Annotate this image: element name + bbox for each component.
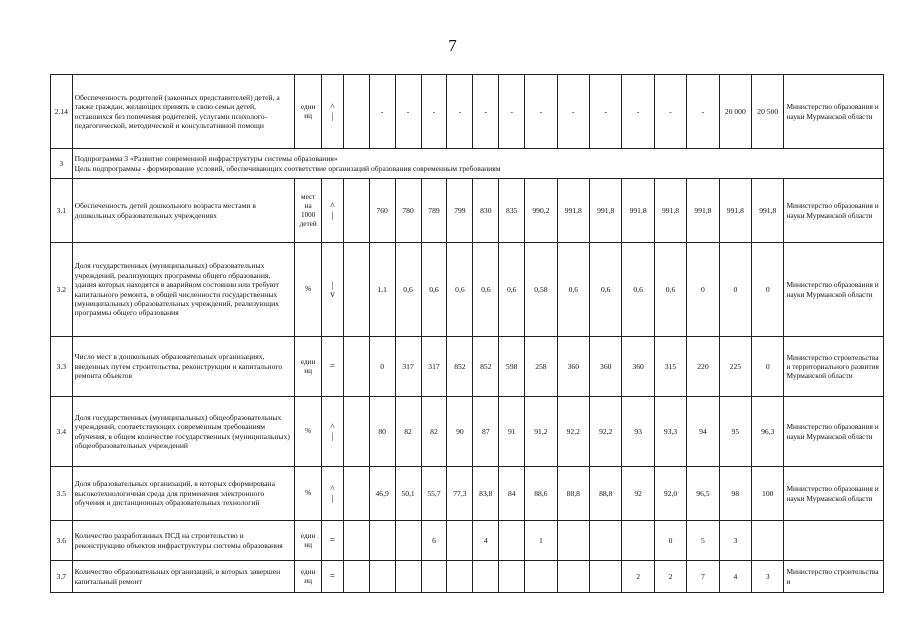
trend-icon <box>322 521 344 561</box>
trend-glyph: = <box>329 571 335 581</box>
value-cell <box>343 467 369 521</box>
value-cell: 50,1 <box>395 467 421 521</box>
value-cell <box>343 337 369 397</box>
indicator-name: Доля государственных (муниципальных) образовательных учреждений, реализующих программы общего образования, здания которых находятся в аварийном состоянии или требуют капитального ремонта, в общей численности государственных (муниципальных) образовательных учреждений, реализующих программы общего образования <box>72 243 295 337</box>
value-cell <box>343 75 369 149</box>
value-cell: 92 <box>622 467 654 521</box>
value-cell: 2 <box>622 561 654 593</box>
value-cell: 7 <box>687 561 719 593</box>
value-cell: 0,6 <box>421 243 447 337</box>
value-cell: 83,8 <box>473 467 499 521</box>
value-cell: 799 <box>447 179 473 243</box>
value-cell: 1,1 <box>369 243 395 337</box>
value-cell: 82 <box>421 397 447 467</box>
value-cell: 991,8 <box>590 179 622 243</box>
value-cell: 852 <box>473 337 499 397</box>
row-number: 2.14 <box>51 75 73 149</box>
value-cell: 4 <box>719 561 751 593</box>
value-cell: 780 <box>395 179 421 243</box>
value-cell: - <box>590 75 622 149</box>
table-row <box>51 243 884 337</box>
indicator-name: Число мест в дошкольных образовательных организациях, введенных путем строительства, реконструкции и капитального ремонта объектов <box>72 337 295 397</box>
value-cell: 0 <box>752 337 784 397</box>
value-cell: 84 <box>499 467 525 521</box>
indicator-name: Количество образовательных организаций, в которых завершен капитальный ремонт <box>72 561 295 593</box>
subprogram-title: Подпрограмма 3 «Развитие современной инфраструктуры системы образования» <box>74 154 338 164</box>
value-cell <box>421 561 447 593</box>
section-header-row <box>51 149 884 179</box>
value-cell: - <box>473 75 499 149</box>
trend-icon <box>322 243 344 337</box>
value-cell <box>499 521 525 561</box>
trend-glyph: | v <box>330 279 335 299</box>
value-cell: 91,2 <box>525 397 557 467</box>
value-cell: 0,58 <box>525 243 557 337</box>
responsible-ministry: Министерство образования и науки Мурманской области <box>784 467 884 521</box>
value-cell: 0,6 <box>590 243 622 337</box>
value-cell <box>343 243 369 337</box>
value-cell: 90 <box>447 397 473 467</box>
value-cell: 0 <box>369 337 395 397</box>
value-cell <box>343 179 369 243</box>
value-cell: 4 <box>473 521 499 561</box>
value-cell: 20 000 <box>719 75 751 149</box>
value-cell <box>557 561 589 593</box>
value-cell: 55,7 <box>421 467 447 521</box>
value-cell <box>395 521 421 561</box>
value-cell: 2 <box>654 561 686 593</box>
responsible-ministry: Министерство образования и науки Мурманской области <box>784 179 884 243</box>
value-cell: 991,8 <box>622 179 654 243</box>
value-cell: 225 <box>719 337 751 397</box>
value-cell: 991,8 <box>687 179 719 243</box>
value-cell: 82 <box>395 397 421 467</box>
value-cell: - <box>687 75 719 149</box>
indicator-name: Количество разработанных ПСД на строительство и реконструкцию объектов инфраструктуры системы образования <box>72 521 295 561</box>
value-cell: 789 <box>421 179 447 243</box>
table-row <box>51 75 884 149</box>
value-cell: 96,3 <box>752 397 784 467</box>
value-cell: 92,2 <box>590 397 622 467</box>
value-cell: 0,6 <box>499 243 525 337</box>
indicator-name: Обеспеченность родителей (законных представителей) детей, а также граждан, желающих принять в свою семьи детей, оставшихся без попечения родителей, услугами психолого-педагогической, методической и консультативной помощи <box>72 75 295 149</box>
value-cell: 0,6 <box>654 243 686 337</box>
value-cell: 990,2 <box>525 179 557 243</box>
value-cell: 91 <box>499 397 525 467</box>
value-cell: 258 <box>525 337 557 397</box>
value-cell: 835 <box>499 179 525 243</box>
value-cell: 3 <box>752 561 784 593</box>
row-number: 3.5 <box>51 467 73 521</box>
value-cell: 94 <box>687 397 719 467</box>
row-number: 3.4 <box>51 397 73 467</box>
value-cell: 92,2 <box>557 397 589 467</box>
value-cell: 6 <box>421 521 447 561</box>
responsible-ministry: Министерство строительства и территориального развития Мурманской области <box>784 337 884 397</box>
page-number: 7 <box>448 36 457 55</box>
value-cell: 95 <box>719 397 751 467</box>
indicator-name: Доля государственных (муниципальных) общеобразовательных учреждений, соответствующих современным требованиям обучения, в общем количестве государственных (муниципальных) общеобразовательных учреждений <box>72 397 295 467</box>
value-cell: 98 <box>719 467 751 521</box>
responsible-ministry <box>784 521 884 561</box>
value-cell: 598 <box>499 337 525 397</box>
value-cell: 0,6 <box>622 243 654 337</box>
table-row <box>51 561 884 593</box>
value-cell: 991,8 <box>752 179 784 243</box>
indicator-name: Обеспеченность детей дошкольного возраста местами в дошкольных образовательных учреждениях <box>72 179 295 243</box>
value-cell: 360 <box>557 337 589 397</box>
section-title-cell <box>72 149 883 179</box>
trend-icon <box>322 467 344 521</box>
value-cell: 88,8 <box>590 467 622 521</box>
unit: % <box>295 467 322 521</box>
value-cell <box>395 561 421 593</box>
table-row <box>51 467 884 521</box>
value-cell: 991,8 <box>719 179 751 243</box>
value-cell: 93,3 <box>654 397 686 467</box>
value-cell: 760 <box>369 179 395 243</box>
value-cell: 0,6 <box>557 243 589 337</box>
value-cell <box>499 561 525 593</box>
table-row <box>51 337 884 397</box>
table-row <box>51 521 884 561</box>
trend-glyph: = <box>329 361 335 371</box>
value-cell <box>447 561 473 593</box>
value-cell: - <box>395 75 421 149</box>
unit: един иц <box>295 561 322 593</box>
value-cell <box>369 521 395 561</box>
value-cell: 88,8 <box>557 467 589 521</box>
indicators-table <box>50 74 884 593</box>
value-cell: 0,6 <box>447 243 473 337</box>
trend-icon <box>322 561 344 593</box>
value-cell: 360 <box>622 337 654 397</box>
value-cell: 46,9 <box>369 467 395 521</box>
row-number: 3.6 <box>51 521 73 561</box>
value-cell: 0 <box>654 521 686 561</box>
value-cell <box>590 561 622 593</box>
responsible-ministry: Министерство образования и науки Мурманской области <box>784 75 884 149</box>
value-cell: - <box>654 75 686 149</box>
value-cell: 87 <box>473 397 499 467</box>
value-cell: 991,8 <box>654 179 686 243</box>
value-cell <box>525 561 557 593</box>
value-cell: 220 <box>687 337 719 397</box>
value-cell: 100 <box>752 467 784 521</box>
value-cell: - <box>369 75 395 149</box>
value-cell: - <box>525 75 557 149</box>
indicator-name: Доля образовательных организаций, в которых сформирована высокотехнологичная среда для применения электронного обучения и дистанционных образовательных технологий <box>72 467 295 521</box>
value-cell: 0 <box>752 243 784 337</box>
value-cell: 991,8 <box>557 179 589 243</box>
value-cell: - <box>421 75 447 149</box>
value-cell: 77,3 <box>447 467 473 521</box>
trend-icon <box>322 179 344 243</box>
value-cell: 0 <box>719 243 751 337</box>
trend-icon <box>322 337 344 397</box>
unit: % <box>295 397 322 467</box>
trend-glyph: ^ | <box>330 200 335 220</box>
value-cell: 315 <box>654 337 686 397</box>
value-cell <box>447 521 473 561</box>
value-cell: 93 <box>622 397 654 467</box>
value-cell <box>590 521 622 561</box>
value-cell: 830 <box>473 179 499 243</box>
unit: един иц <box>295 521 322 561</box>
value-cell: 0,6 <box>473 243 499 337</box>
value-cell <box>343 397 369 467</box>
value-cell: - <box>557 75 589 149</box>
value-cell: 0 <box>687 243 719 337</box>
row-number: 3.3 <box>51 337 73 397</box>
trend-glyph: ^ | <box>330 421 335 441</box>
value-cell: 3 <box>719 521 751 561</box>
value-cell: 92,0 <box>654 467 686 521</box>
responsible-ministry: Министерство образования и науки Мурманской области <box>784 243 884 337</box>
value-cell: 852 <box>447 337 473 397</box>
value-cell <box>473 561 499 593</box>
row-number: 3.1 <box>51 179 73 243</box>
trend-icon <box>322 75 344 149</box>
value-cell <box>343 521 369 561</box>
trend-glyph: ^ | <box>330 101 335 121</box>
row-number: 3.7 <box>51 561 73 593</box>
unit: един иц <box>295 75 322 149</box>
value-cell: - <box>622 75 654 149</box>
value-cell: - <box>447 75 473 149</box>
table-row <box>51 397 884 467</box>
value-cell: 317 <box>421 337 447 397</box>
value-cell <box>369 561 395 593</box>
value-cell: 0,6 <box>395 243 421 337</box>
unit: % <box>295 243 322 337</box>
value-cell: 360 <box>590 337 622 397</box>
trend-glyph: = <box>329 535 335 545</box>
section-number: 3 <box>51 149 73 179</box>
value-cell <box>622 521 654 561</box>
responsible-ministry: Министерство образования и науки Мурманской области <box>784 397 884 467</box>
trend-glyph: ^ | <box>330 483 335 503</box>
unit: мест на 1000 детей <box>295 179 322 243</box>
value-cell: - <box>499 75 525 149</box>
value-cell: 5 <box>687 521 719 561</box>
responsible-ministry: Министерство строительства и <box>784 561 884 593</box>
unit: един иц <box>295 337 322 397</box>
value-cell: 317 <box>395 337 421 397</box>
value-cell <box>752 521 784 561</box>
trend-icon <box>322 397 344 467</box>
value-cell <box>557 521 589 561</box>
row-number: 3.2 <box>51 243 73 337</box>
value-cell: 20 500 <box>752 75 784 149</box>
value-cell: 96,5 <box>687 467 719 521</box>
table-row <box>51 179 884 243</box>
value-cell <box>343 561 369 593</box>
value-cell: 88,6 <box>525 467 557 521</box>
subprogram-goal: Цель подпрограммы - формирование условий, обеспечивающих соответствие организаций образования современным требованиям <box>74 163 501 173</box>
value-cell: 1 <box>525 521 557 561</box>
value-cell: 80 <box>369 397 395 467</box>
